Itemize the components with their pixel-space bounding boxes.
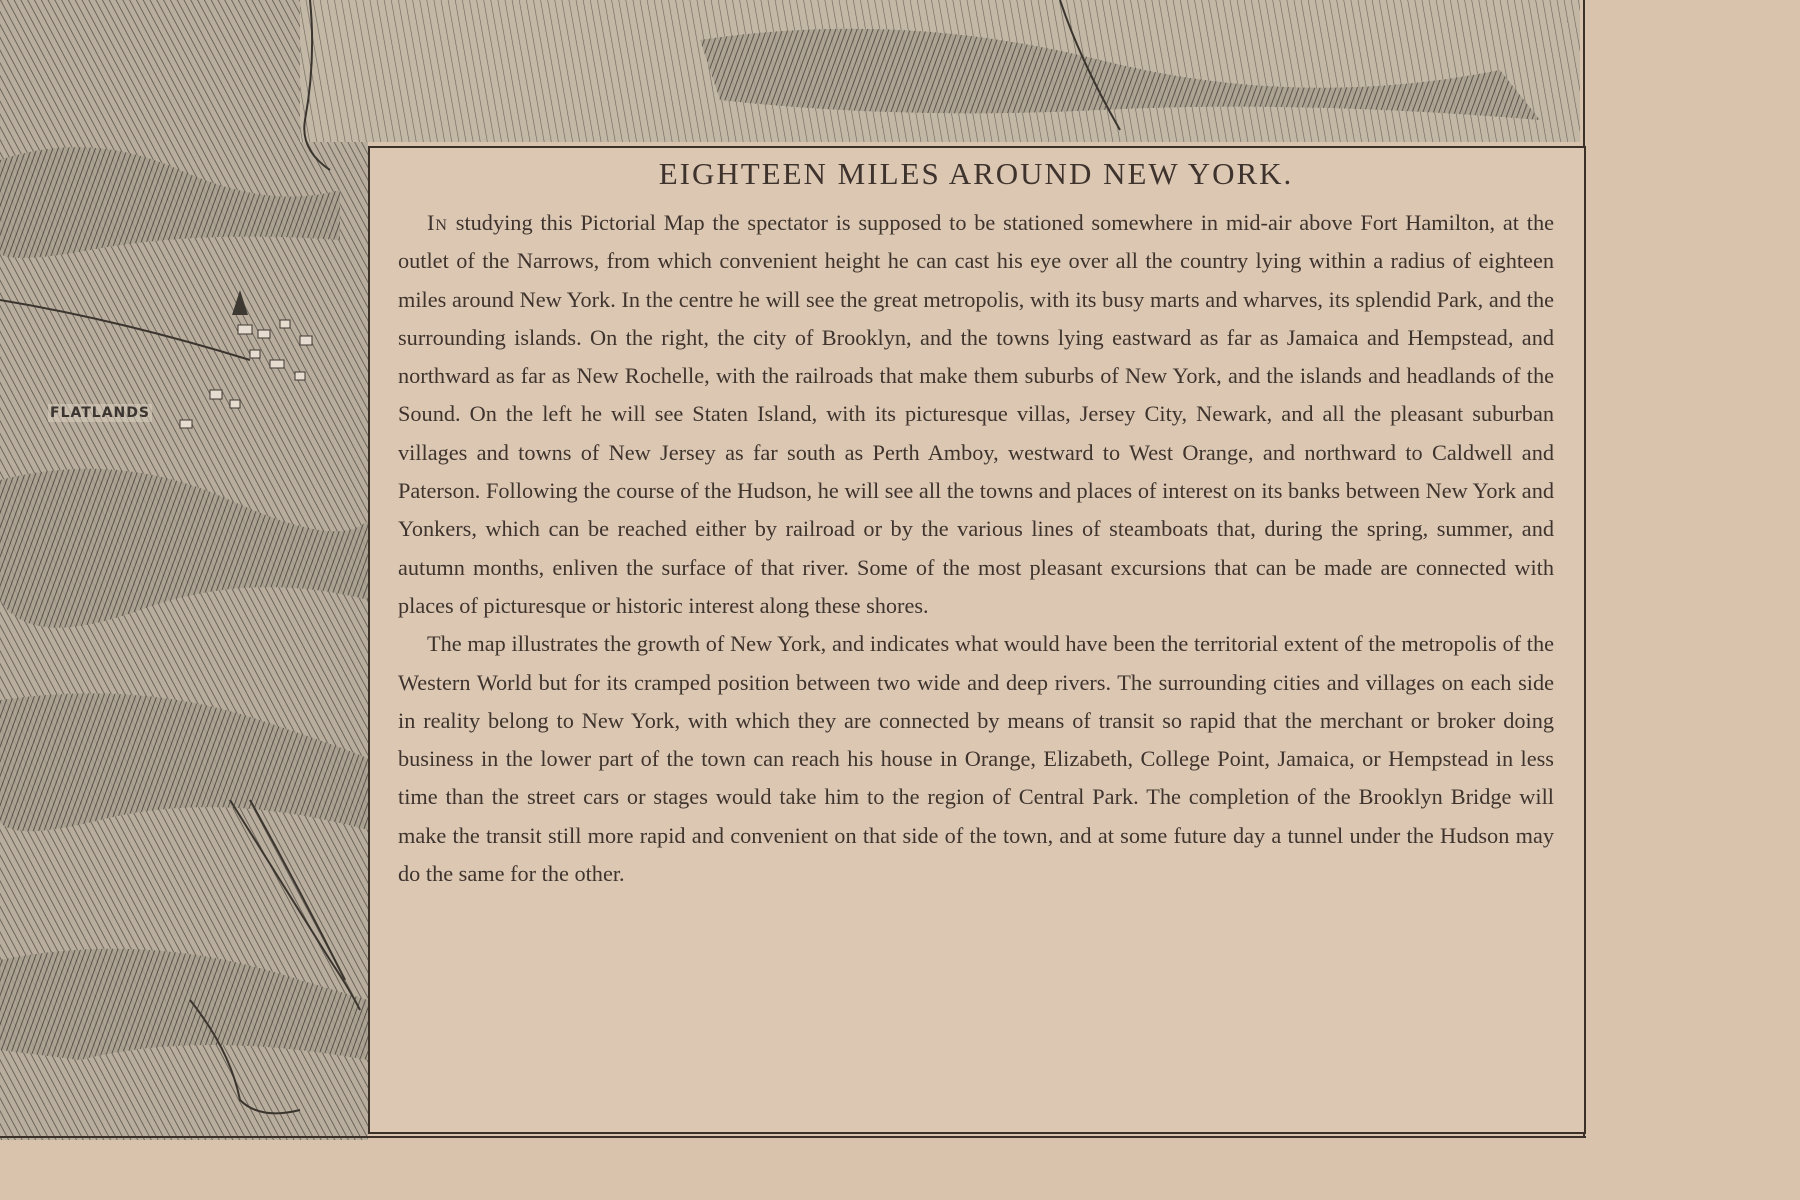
paper-margin-right (1586, 0, 1800, 1200)
paragraph-1 (398, 204, 1554, 625)
village-building (180, 420, 192, 428)
village-building (270, 360, 284, 368)
village-building (300, 336, 312, 345)
village-building (295, 372, 305, 380)
village-building (230, 400, 240, 408)
village-building (238, 325, 252, 334)
paragraph-1-lead: In (427, 210, 448, 235)
paper-margin-bottom (0, 1140, 1800, 1200)
paragraph-1-body: studying this Pictorial Map the spectator is supposed to be stationed somewhere in mid-air above Fort Hamilton, at the outlet of the Narrows, from which convenient height he can cast his eye over all the country lying within a radius of eighteen miles around New York. In the centre he will see the great metropolis, with its busy marts and wharves, its splendid Park, and the surrounding islands. On the right, the city of Brooklyn, and the towns lying eastward as far as Jamaica and Hempstead, and northward as far as New Rochelle, with the railroads that make them suburbs of New York, and the islands and headlands of the Sound. On the left he will see Staten Island, with its picturesque villas, Jersey City, Newark, and all the pleasant suburban villages and towns of New Jersey as far south as Perth Amboy, westward to West Orange, and northward to Caldwell and Paterson. Following the course of the Hudson, he will see all the towns and places of interest on its banks between New York and Yonkers, which can be reached either by railroad or by the various lines of steamboats that, during the spring, summer, and autumn months, enliven the surface of that river. Some of the most pleasant excursions that can be made are connected with places of picturesque or historic interest along these shores. (398, 210, 1554, 618)
paragraph-2: The map illustrates the growth of New York, and indicates what would have been the territorial extent of the metropolis of the Western World but for its cramped position between two wide and deep rivers. The surrounding cities and villages on each side in reality belong to New York, with which they are connected by means of transit so rapid that the merchant or broker doing business in the lower part of the town can reach his house in Orange, Elizabeth, College Point, Jamaica, or Hempstead in less time than the street cars or stages would take him to the region of Central Park. The completion of the Brooklyn Bridge will make the transit still more rapid and convenient on that side of the town, and at some future day a tunnel under the Hudson may do the same for the other. (398, 631, 1554, 887)
village-building (280, 320, 290, 328)
panel-title: EIGHTEEN MILES AROUND NEW YORK. (658, 156, 1294, 191)
village-building (250, 350, 260, 358)
place-label-flatlands: FLATLANDS (50, 405, 150, 421)
description-panel (368, 146, 1586, 1134)
village-building (258, 330, 270, 338)
village-building (210, 390, 222, 399)
